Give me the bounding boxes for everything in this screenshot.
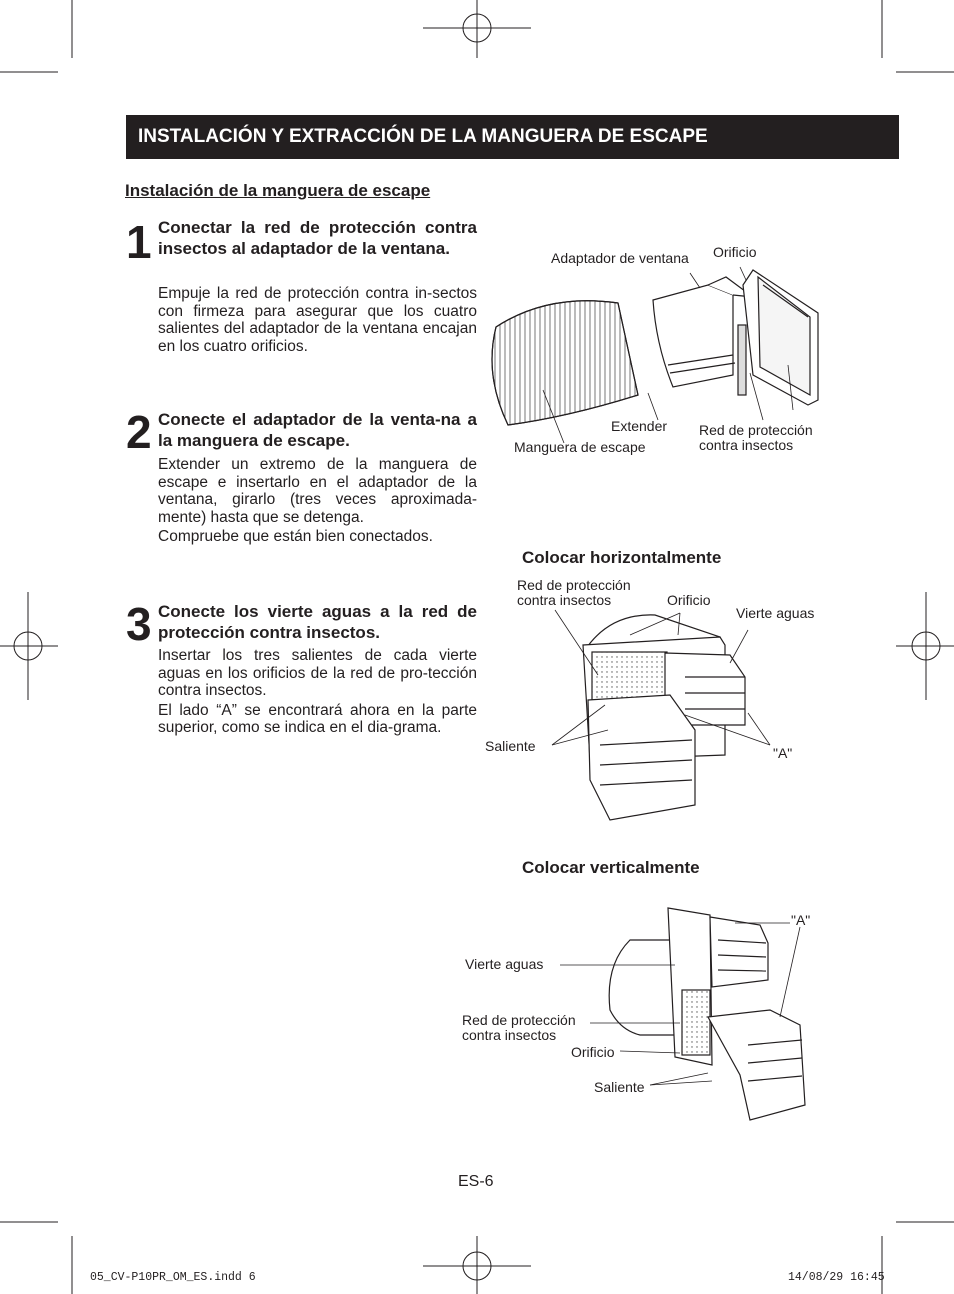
section-title: INSTALACIÓN Y EXTRACCIÓN DE LA MANGUERA DE ESCAPE — [138, 126, 708, 147]
slug-file: 05_CV-P10PR_OM_ES.indd 6 — [90, 1271, 256, 1284]
label-window-adapter: Adaptador de ventana — [551, 250, 689, 266]
label-side-a-v: "A" — [791, 912, 811, 928]
figure-3-title: Colocar verticalmente — [522, 858, 700, 877]
label-drip-guard-h: Vierte aguas — [736, 605, 815, 621]
step-1-title: Conectar la red de protección contra insectos al adaptador de la ventana. — [158, 218, 477, 258]
step-3-number: 3 — [126, 598, 152, 650]
step-2-body — [158, 456, 477, 548]
label-insect-net: Red de protección contra insectos — [699, 422, 813, 453]
page-number: ES-6 — [458, 1173, 494, 1190]
step-2-paragraph-1: Extender un extremo de la manguera de escape e insertarlo en el adaptador de la ventana, girarlo (tres veces aproximada-mente) hasta que se detenga. — [158, 456, 477, 526]
step-3-paragraph-1: Insertar los tres salientes de cada vierte aguas en los orificios de la red de pro-tección contra insectos. — [158, 647, 477, 699]
step-3-paragraph-2: El lado “A” se encontrará ahora en la parte superior, como se indica en el dia-grama. — [158, 701, 477, 736]
section-header — [126, 115, 899, 159]
step-3-body — [158, 647, 477, 739]
label-tab-h: Saliente — [485, 738, 536, 754]
label-insect-net-h: Red de protección contra insectos — [517, 577, 631, 608]
step-2-paragraph-2: Compruebe que están bien conectados. — [158, 528, 433, 545]
label-side-a-h: "A" — [773, 745, 793, 761]
slug-date: 14/08/29 16:45 — [788, 1271, 885, 1284]
hose-adapter-illustration — [488, 255, 838, 445]
label-insect-net-v: Red de protección contra insectos — [462, 1012, 576, 1043]
step-3-title: Conecte los vierte aguas a la red de protección contra insectos. — [158, 602, 477, 642]
label-exhaust-hose: Manguera de escape — [514, 439, 646, 455]
step-1-paragraph: Empuje la red de protección contra in-sectos con firmeza para asegurar que los cuatro salientes del adaptador de la ventana encajan en los cuatro orificios. — [158, 285, 477, 355]
step-1-body — [158, 285, 477, 357]
step-2-title: Conecte el adaptador de la venta-na a la manguera de escape. — [158, 410, 477, 450]
step-1-number: 1 — [126, 216, 152, 268]
label-tab-v: Saliente — [594, 1079, 645, 1095]
label-hole: Orificio — [713, 244, 757, 260]
label-extend: Extender — [611, 418, 668, 434]
label-drip-guard-v: Vierte aguas — [465, 956, 544, 972]
step-2-number: 2 — [126, 406, 152, 458]
label-hole-v: Orificio — [571, 1044, 615, 1060]
label-hole-h: Orificio — [667, 592, 711, 608]
subsection-title: Instalación de la manguera de escape — [125, 181, 431, 200]
figure-2-title: Colocar horizontalmente — [522, 548, 722, 567]
